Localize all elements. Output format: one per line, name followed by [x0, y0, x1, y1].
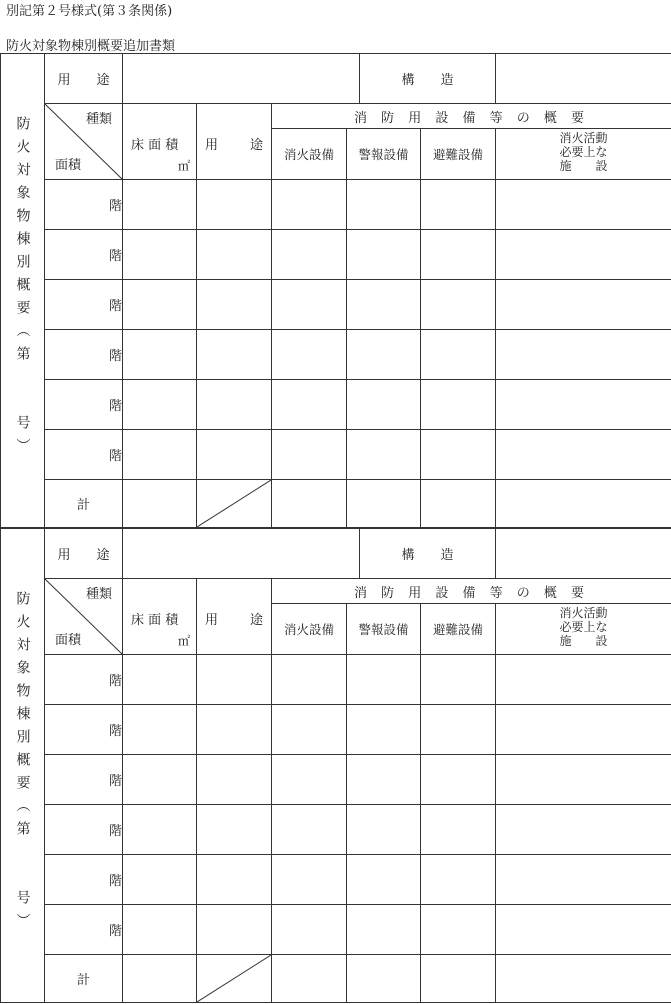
extinguishing-input[interactable] [272, 805, 347, 855]
firefighting-header [496, 604, 671, 655]
square-meter-unit: ㎡ [177, 634, 190, 648]
floor-label-cell [45, 755, 123, 805]
alarm-input[interactable] [347, 230, 421, 280]
use-input[interactable] [197, 755, 272, 805]
floor-label: 階 [108, 774, 122, 789]
evacuation-input[interactable] [421, 180, 496, 230]
area-label: 面積 [55, 633, 82, 648]
floor-row [1, 705, 671, 755]
alarm-label: 警報設備 [358, 622, 409, 637]
alarm-input[interactable] [347, 755, 421, 805]
alarm-header [347, 604, 421, 655]
structure-label-cell [360, 54, 496, 104]
evacuation-input[interactable] [421, 330, 496, 380]
use-col-header [197, 104, 272, 180]
use-input[interactable] [197, 655, 272, 705]
square-meter-unit: ㎡ [177, 159, 190, 173]
total-alarm-input[interactable] [347, 480, 421, 528]
floor-area-label: 床 面 積 [131, 138, 179, 153]
total-label-cell [45, 480, 123, 528]
floor-label: 階 [108, 874, 122, 889]
firefighting-label-1: 消火活動 [559, 606, 608, 620]
floor-area-header [123, 579, 197, 655]
use-col-label: 用 途 [205, 613, 263, 628]
total-label: 計 [76, 498, 90, 513]
floor-area-input[interactable] [123, 705, 197, 755]
floor-area-input[interactable] [123, 805, 197, 855]
floor-label-cell [45, 180, 123, 230]
evacuation-input[interactable] [421, 705, 496, 755]
total-use-blank [197, 955, 272, 1003]
floor-area-label: 床 面 積 [131, 613, 179, 628]
kind-area-header [45, 579, 123, 655]
use-col-header [197, 579, 272, 655]
side-label: 防火対象物棟別概要（第 号） [14, 116, 31, 461]
alarm-input[interactable] [347, 705, 421, 755]
extinguishing-input[interactable] [272, 430, 347, 480]
use-col-label: 用 途 [205, 138, 263, 153]
floor-row [1, 230, 671, 280]
use-input[interactable] [197, 705, 272, 755]
total-use-blank [197, 480, 272, 528]
floor-row [1, 655, 671, 705]
floor-label-cell [45, 855, 123, 905]
evacuation-input[interactable] [421, 280, 496, 330]
firefighting-label-3: 施 設 [559, 634, 608, 648]
firefighting-input[interactable] [496, 805, 671, 855]
firefighting-input[interactable] [496, 230, 671, 280]
floor-area-input[interactable] [123, 905, 197, 955]
area-label: 面積 [55, 158, 82, 173]
use-input[interactable] [197, 180, 272, 230]
evacuation-input[interactable] [421, 855, 496, 905]
floor-label-cell [45, 380, 123, 430]
floor-label: 階 [108, 824, 122, 839]
form-title: 防火対象物棟別概要追加書類 [6, 39, 176, 54]
floor-area-input[interactable] [123, 280, 197, 330]
firefighting-label-2: 必要上な [559, 145, 608, 159]
total-evacuation-input[interactable] [421, 955, 496, 1003]
alarm-input[interactable] [347, 380, 421, 430]
floor-label: 階 [108, 924, 122, 939]
firefighting-header [496, 129, 671, 180]
total-row [1, 480, 671, 528]
evacuation-input[interactable] [421, 805, 496, 855]
alarm-input[interactable] [347, 805, 421, 855]
alarm-input[interactable] [347, 280, 421, 330]
kind-area-header [45, 104, 123, 180]
total-label: 計 [76, 973, 90, 988]
use-input[interactable] [197, 380, 272, 430]
extinguishing-input[interactable] [272, 755, 347, 805]
evacuation-input[interactable] [421, 905, 496, 955]
firefighting-input[interactable] [496, 755, 671, 805]
evacuation-header [421, 604, 496, 655]
floor-area-input[interactable] [123, 755, 197, 805]
extinguishing-input[interactable] [272, 280, 347, 330]
firefighting-input[interactable] [496, 705, 671, 755]
total-evacuation-input[interactable] [421, 480, 496, 528]
floor-row [1, 755, 671, 805]
floor-label-cell [45, 805, 123, 855]
alarm-input[interactable] [347, 330, 421, 380]
alarm-header [347, 129, 421, 180]
side-label-cell [1, 529, 45, 1003]
floor-label: 階 [108, 299, 122, 314]
firefighting-input[interactable] [496, 330, 671, 380]
total-floor-area-input[interactable] [123, 480, 197, 528]
extinguishing-input[interactable] [272, 330, 347, 380]
use-input[interactable] [123, 529, 360, 579]
building-summary-table [0, 53, 671, 528]
extinguishing-header [272, 129, 347, 180]
floor-label-cell [45, 280, 123, 330]
diagonal-line [197, 955, 271, 1002]
floor-row [1, 330, 671, 380]
evacuation-label: 避難設備 [432, 147, 483, 162]
use-input[interactable] [197, 905, 272, 955]
floor-row [1, 180, 671, 230]
floor-area-input[interactable] [123, 655, 197, 705]
extinguishing-input[interactable] [272, 705, 347, 755]
firefighting-input[interactable] [496, 855, 671, 905]
extinguishing-input[interactable] [272, 655, 347, 705]
extinguishing-input[interactable] [272, 855, 347, 905]
total-alarm-input[interactable] [347, 955, 421, 1003]
structure-input[interactable] [496, 54, 671, 104]
structure-label-cell [360, 529, 496, 579]
floor-label: 階 [108, 249, 122, 264]
firefighting-input[interactable] [496, 280, 671, 330]
total-extinguishing-input[interactable] [272, 480, 347, 528]
side-label: 防火対象物棟別概要（第 号） [14, 591, 31, 936]
floor-label: 階 [108, 724, 122, 739]
floor-label: 階 [108, 349, 122, 364]
firefighting-input[interactable] [496, 180, 671, 230]
floor-label-cell [45, 705, 123, 755]
total-firefighting-input[interactable] [496, 480, 671, 528]
form-number: 別記第２号様式(第３条関係) [6, 4, 173, 19]
use-input[interactable] [197, 280, 272, 330]
diagonal-line [197, 480, 271, 527]
floor-row [1, 855, 671, 905]
use-input[interactable] [197, 805, 272, 855]
use-label-cell [45, 54, 123, 104]
firefighting-input[interactable] [496, 380, 671, 430]
floor-label-cell [45, 230, 123, 280]
total-label-cell [45, 955, 123, 1003]
floor-area-input[interactable] [123, 230, 197, 280]
use-label-cell [45, 529, 123, 579]
structure-label: 構 造 [401, 548, 454, 563]
evacuation-input[interactable] [421, 380, 496, 430]
evacuation-header [421, 129, 496, 180]
equipment-group-label: 消 防 用 設 備 等 の 概 要 [353, 110, 590, 126]
evacuation-input[interactable] [421, 230, 496, 280]
floor-area-input[interactable] [123, 180, 197, 230]
firefighting-label-2: 必要上な [559, 620, 608, 634]
floor-label: 階 [108, 399, 122, 414]
floor-label: 階 [108, 674, 122, 689]
use-input[interactable] [197, 430, 272, 480]
evacuation-input[interactable] [421, 755, 496, 805]
side-label-cell [1, 54, 45, 528]
firefighting-label-3: 施 設 [559, 159, 608, 173]
alarm-input[interactable] [347, 430, 421, 480]
kind-label: 種類 [85, 587, 112, 602]
firefighting-label-1: 消火活動 [559, 131, 608, 145]
floor-label-cell [45, 655, 123, 705]
total-firefighting-input[interactable] [496, 955, 671, 1003]
floor-row [1, 380, 671, 430]
alarm-input[interactable] [347, 905, 421, 955]
firefighting-input[interactable] [496, 655, 671, 705]
extinguishing-label: 消火設備 [283, 147, 334, 162]
firefighting-input[interactable] [496, 905, 671, 955]
floor-row [1, 280, 671, 330]
extinguishing-input[interactable] [272, 905, 347, 955]
floor-area-input[interactable] [123, 430, 197, 480]
extinguishing-input[interactable] [272, 380, 347, 430]
use-label: 用 途 [57, 548, 110, 563]
use-input[interactable] [123, 54, 360, 104]
floor-label-cell [45, 430, 123, 480]
alarm-label: 警報設備 [358, 147, 409, 162]
equipment-group-label: 消 防 用 設 備 等 の 概 要 [353, 585, 590, 601]
floor-label-cell [45, 330, 123, 380]
floor-area-header [123, 104, 197, 180]
total-extinguishing-input[interactable] [272, 955, 347, 1003]
equipment-group-header [272, 104, 671, 129]
use-label: 用 途 [57, 73, 110, 88]
evacuation-input[interactable] [421, 655, 496, 705]
use-input[interactable] [197, 330, 272, 380]
total-row [1, 955, 671, 1003]
floor-area-input[interactable] [123, 380, 197, 430]
evacuation-label: 避難設備 [432, 622, 483, 637]
equipment-group-header [272, 579, 671, 604]
structure-input[interactable] [496, 529, 671, 579]
evacuation-input[interactable] [421, 430, 496, 480]
extinguishing-label: 消火設備 [283, 622, 334, 637]
use-input[interactable] [197, 855, 272, 905]
building-summary-table [0, 528, 671, 1003]
floor-row [1, 905, 671, 955]
kind-label: 種類 [85, 112, 112, 127]
floor-label: 階 [108, 199, 122, 214]
floor-area-input[interactable] [123, 330, 197, 380]
alarm-input[interactable] [347, 180, 421, 230]
floor-label: 階 [108, 449, 122, 464]
structure-label: 構 造 [401, 73, 454, 88]
extinguishing-input[interactable] [272, 230, 347, 280]
alarm-input[interactable] [347, 655, 421, 705]
floor-label-cell [45, 905, 123, 955]
total-floor-area-input[interactable] [123, 955, 197, 1003]
extinguishing-input[interactable] [272, 180, 347, 230]
firefighting-input[interactable] [496, 430, 671, 480]
extinguishing-header [272, 604, 347, 655]
floor-area-input[interactable] [123, 855, 197, 905]
floor-row [1, 430, 671, 480]
alarm-input[interactable] [347, 855, 421, 905]
use-input[interactable] [197, 230, 272, 280]
floor-row [1, 805, 671, 855]
